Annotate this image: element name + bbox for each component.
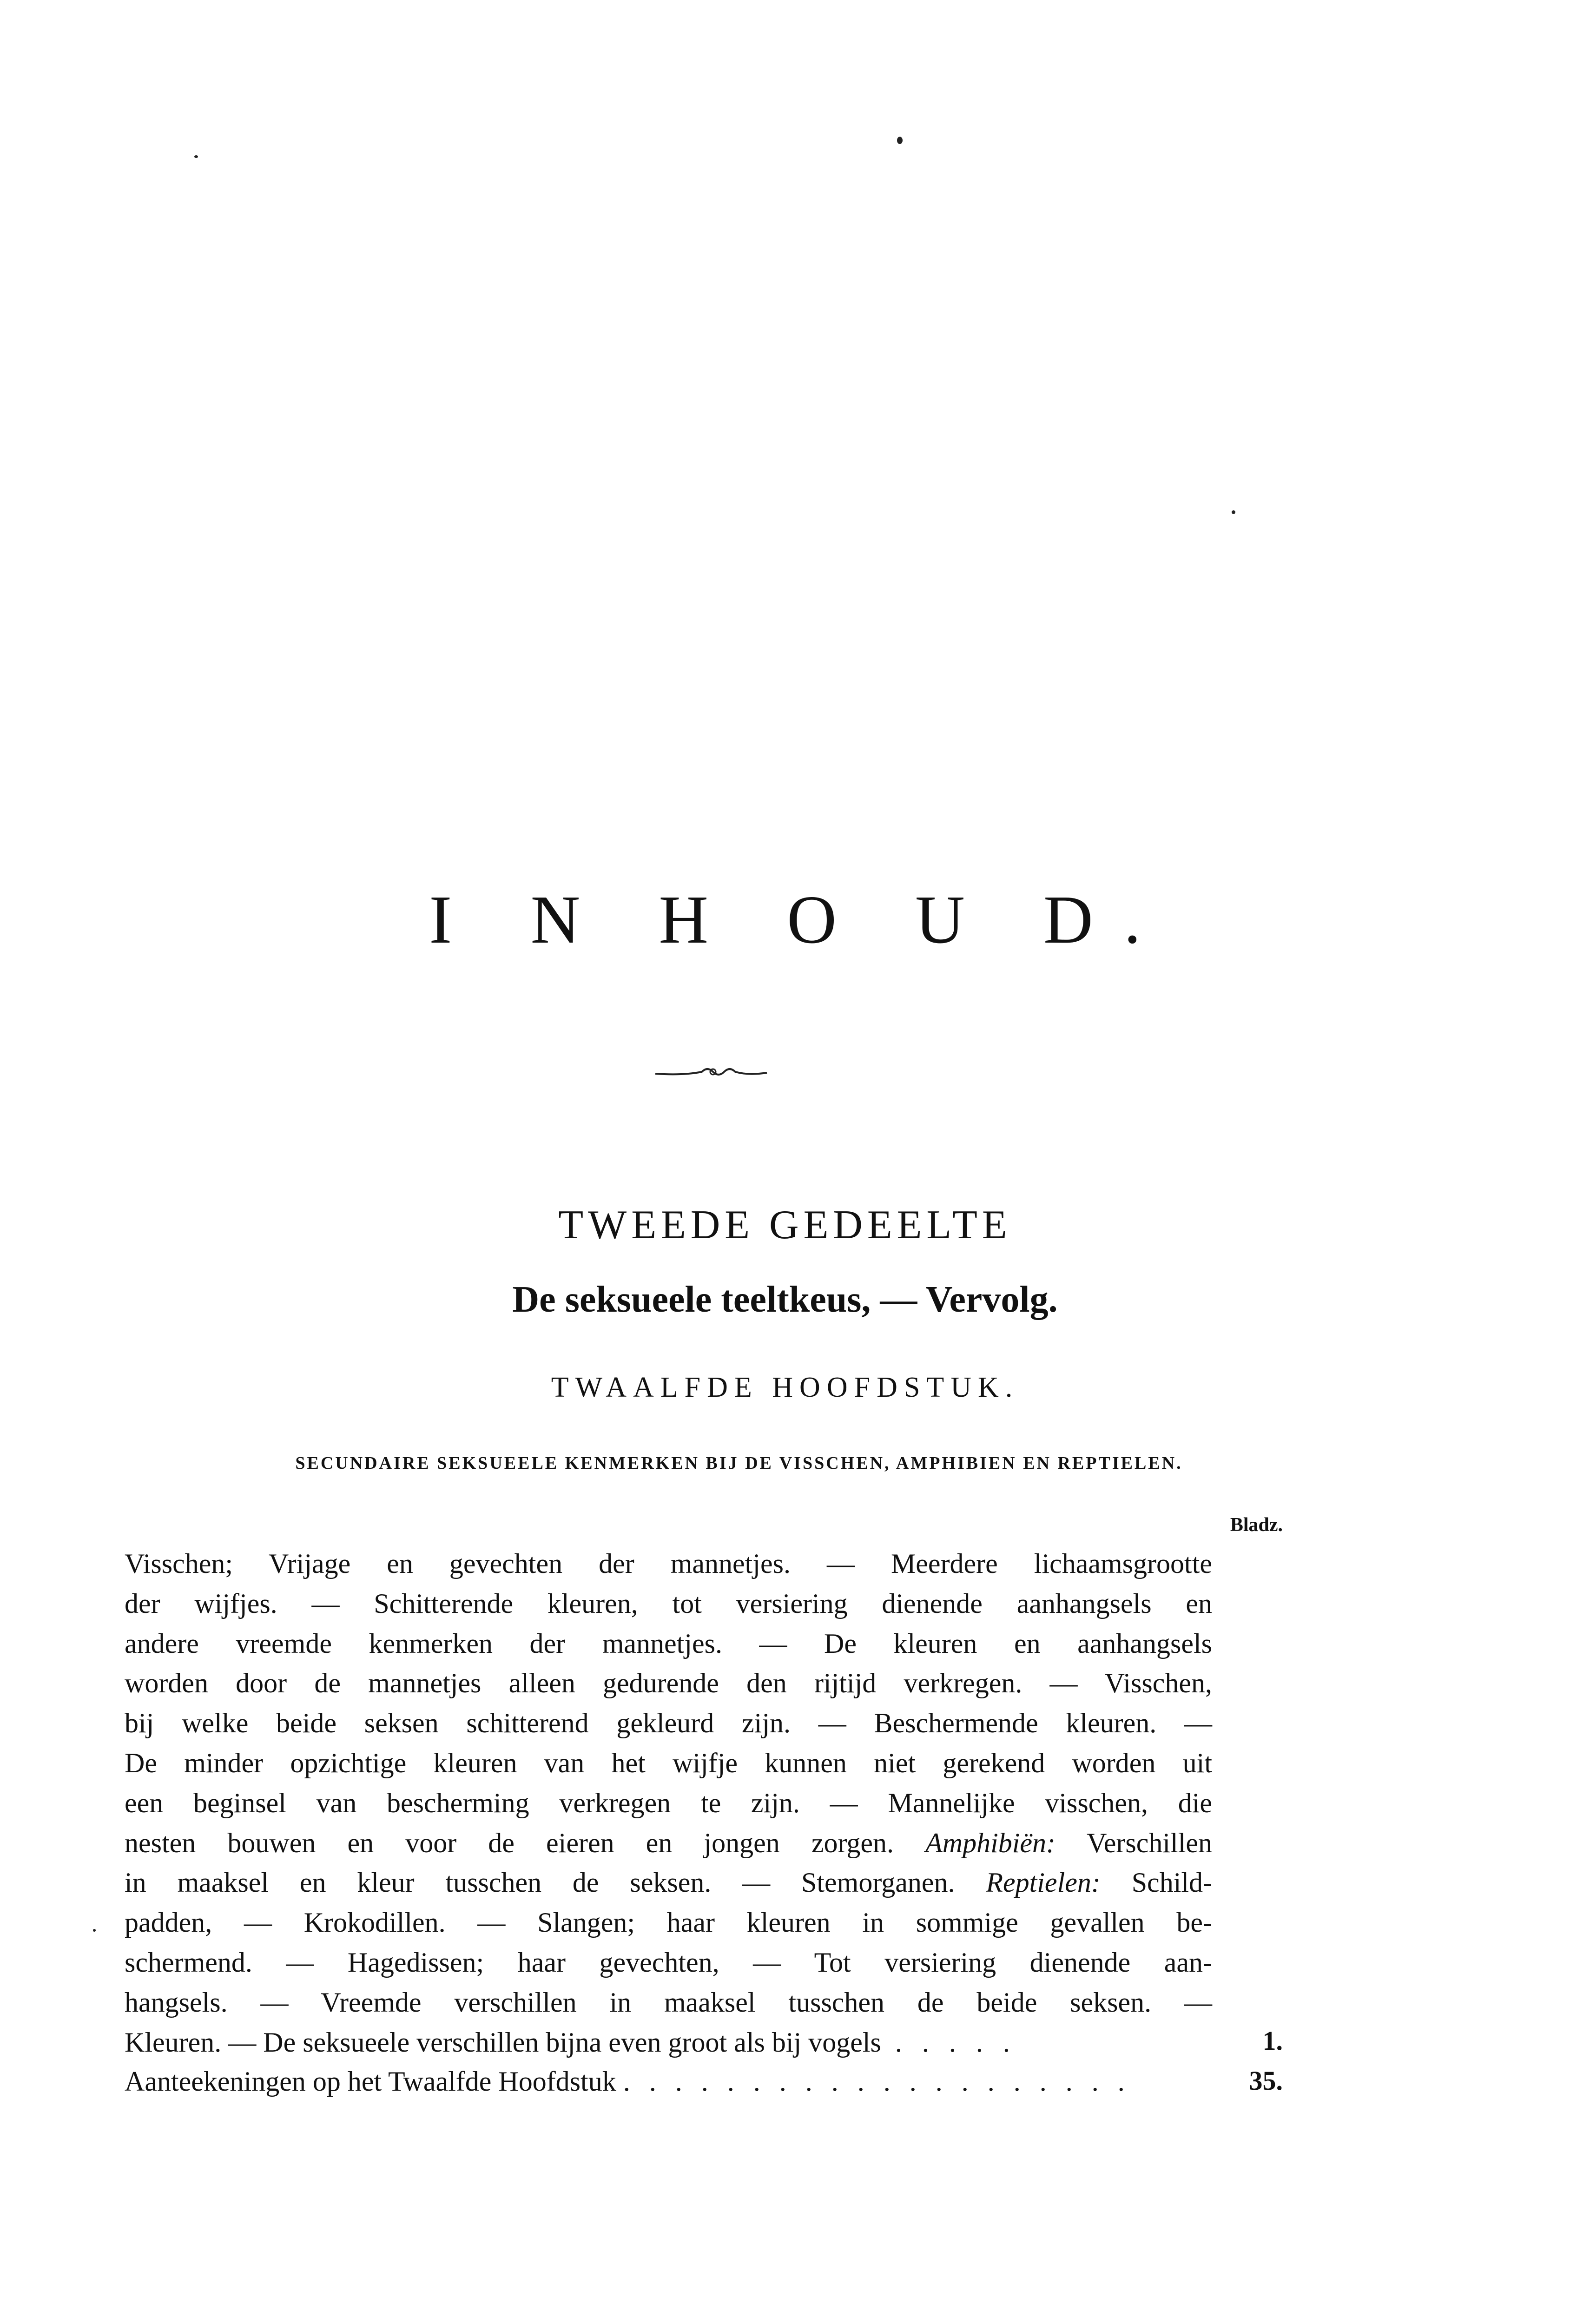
summary-fragment: in maaksel en kleur tusschen de seksen. — Stemorganen.	[125, 1867, 955, 1898]
summary-fragment: Verschillen	[1087, 1827, 1212, 1858]
leader-dots: . . . . . . . . . . . . . . . . . . . .	[623, 2066, 1131, 2097]
leader-dots: . . . . .	[895, 2027, 1016, 2058]
summary-line: hangsels. — Vreemde verschillen in maaksel tusschen de beide seksen. —	[125, 1987, 1212, 2018]
summary-italic-term: Reptielen:	[986, 1867, 1101, 1898]
summary-line: bij welke beide seksen schitterend gekleurd zijn. — Beschermende kleuren. —	[125, 1708, 1212, 1739]
summary-line: Visschen; Vrijage en gevechten der mannetjes. — Meerdere lichaamsgrootte	[125, 1548, 1212, 1579]
summary-line: padden, — Krokodillen. — Slangen; haar kleuren in sommige gevallen be-	[125, 1907, 1212, 1938]
chapter-title: TWAALFDE HOOFDSTUK.	[551, 1372, 1019, 1403]
summary-line	[125, 1863, 1212, 1903]
page-title: I N H O U D.	[429, 882, 1172, 958]
scan-speck	[93, 1929, 96, 1932]
summary-fragment: Kleuren. — De seksueele verschillen bijna even groot als bij vogels	[125, 2027, 881, 2058]
summary-fragment: nesten bouwen en voor de eieren en jongen zorgen.	[125, 1827, 894, 1858]
page-column-label: Bladz.	[1230, 1514, 1283, 1536]
summary-page-number: 1.	[1262, 2026, 1283, 2056]
ornament-flourish-icon	[651, 1063, 772, 1082]
scan-speck	[194, 155, 198, 158]
chapter-subject: SECUNDAIRE SEKSUEELE KENMERKEN BIJ DE VISSCHEN, AMPHIBIEN EN REPTIELEN.	[295, 1453, 1183, 1473]
part-title: TWEEDE GEDEELTE	[558, 1202, 1012, 1248]
scan-speck	[897, 137, 903, 144]
summary-line: De minder opzichtige kleuren van het wijfje kunnen niet gerekend worden uit	[125, 1747, 1212, 1778]
summary-line: worden door de mannetjes alleen gedurende den rijtijd verkregen. — Visschen,	[125, 1668, 1212, 1699]
chapter-summary	[125, 1544, 1212, 2062]
summary-line	[125, 1823, 1212, 1863]
summary-line: schermend. — Hagedissen; haar gevechten, — Tot versiering dienende aan-	[125, 1947, 1212, 1978]
toc-entry-label: Aanteekeningen op het Twaalfde Hoofdstuk	[125, 2066, 616, 2097]
toc-entry-notes	[125, 2062, 1212, 2102]
summary-line	[125, 2023, 1212, 2063]
summary-line: andere vreemde kenmerken der mannetjes. — De kleuren en aanhangsels	[125, 1628, 1212, 1659]
scan-speck	[1232, 510, 1235, 514]
part-subtitle: De seksueele teeltkeus, — Vervolg.	[512, 1279, 1058, 1320]
summary-line: der wijfjes. — Schitterende kleuren, tot versiering dienende aanhangsels en	[125, 1588, 1212, 1619]
summary-italic-term: Amphibiën:	[925, 1827, 1056, 1858]
summary-fragment: Schild-	[1131, 1867, 1213, 1898]
summary-line: een beginsel van bescherming verkregen te zijn. — Mannelijke visschen, die	[125, 1787, 1212, 1818]
notes-page-number: 35.	[1249, 2066, 1283, 2096]
